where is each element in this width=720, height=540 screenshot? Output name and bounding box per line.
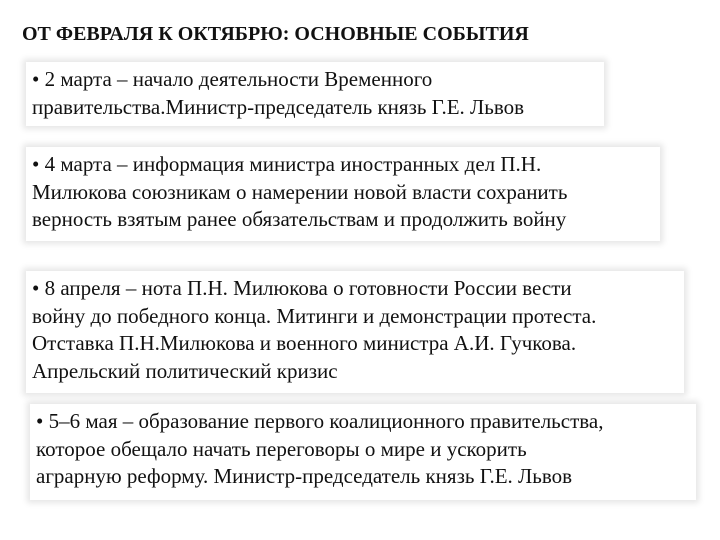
event-text-line: верность взятым ранее обязательствам и продолжить войну (32, 207, 567, 231)
event-box-may-5-6 (30, 404, 696, 500)
event-box-march-4 (26, 147, 660, 241)
event-text-line: • 4 марта – информация министра иностранных дел П.Н. (32, 152, 542, 176)
event-box-march-2 (26, 62, 604, 126)
event-text-line: аграрную реформу. Министр-председатель князь Г.Е. Львов (36, 464, 573, 488)
event-text-line: правительства.Министр-председатель князь Г.Е. Львов (32, 94, 525, 119)
event-text-line: • 2 марта – начало деятельности Временного (32, 67, 433, 91)
event-text-line: Милюкова союзникам о намерении новой власти сохранить (32, 179, 568, 204)
event-text-line: которое обещало начать переговоры о мире и ускорить (36, 436, 527, 461)
event-text-line: войну до победного конца. Митинги и демонстрации протеста. (32, 303, 597, 328)
event-text-line: Апрельский политический кризис (32, 358, 338, 383)
event-box-april-8 (26, 271, 684, 393)
page-title: ОТ ФЕВРАЛЯ К ОКТЯБРЮ: ОСНОВНЫЕ СОБЫТИЯ (22, 23, 529, 45)
event-text-line: • 8 апреля – нота П.Н. Милюкова о готовности России вести (32, 276, 572, 300)
event-text-line: Отставка П.Н.Милюкова и военного министра А.И. Гучкова. (32, 331, 577, 355)
event-text-line: • 5–6 мая – образование первого коалиционного правительства, (36, 409, 604, 433)
